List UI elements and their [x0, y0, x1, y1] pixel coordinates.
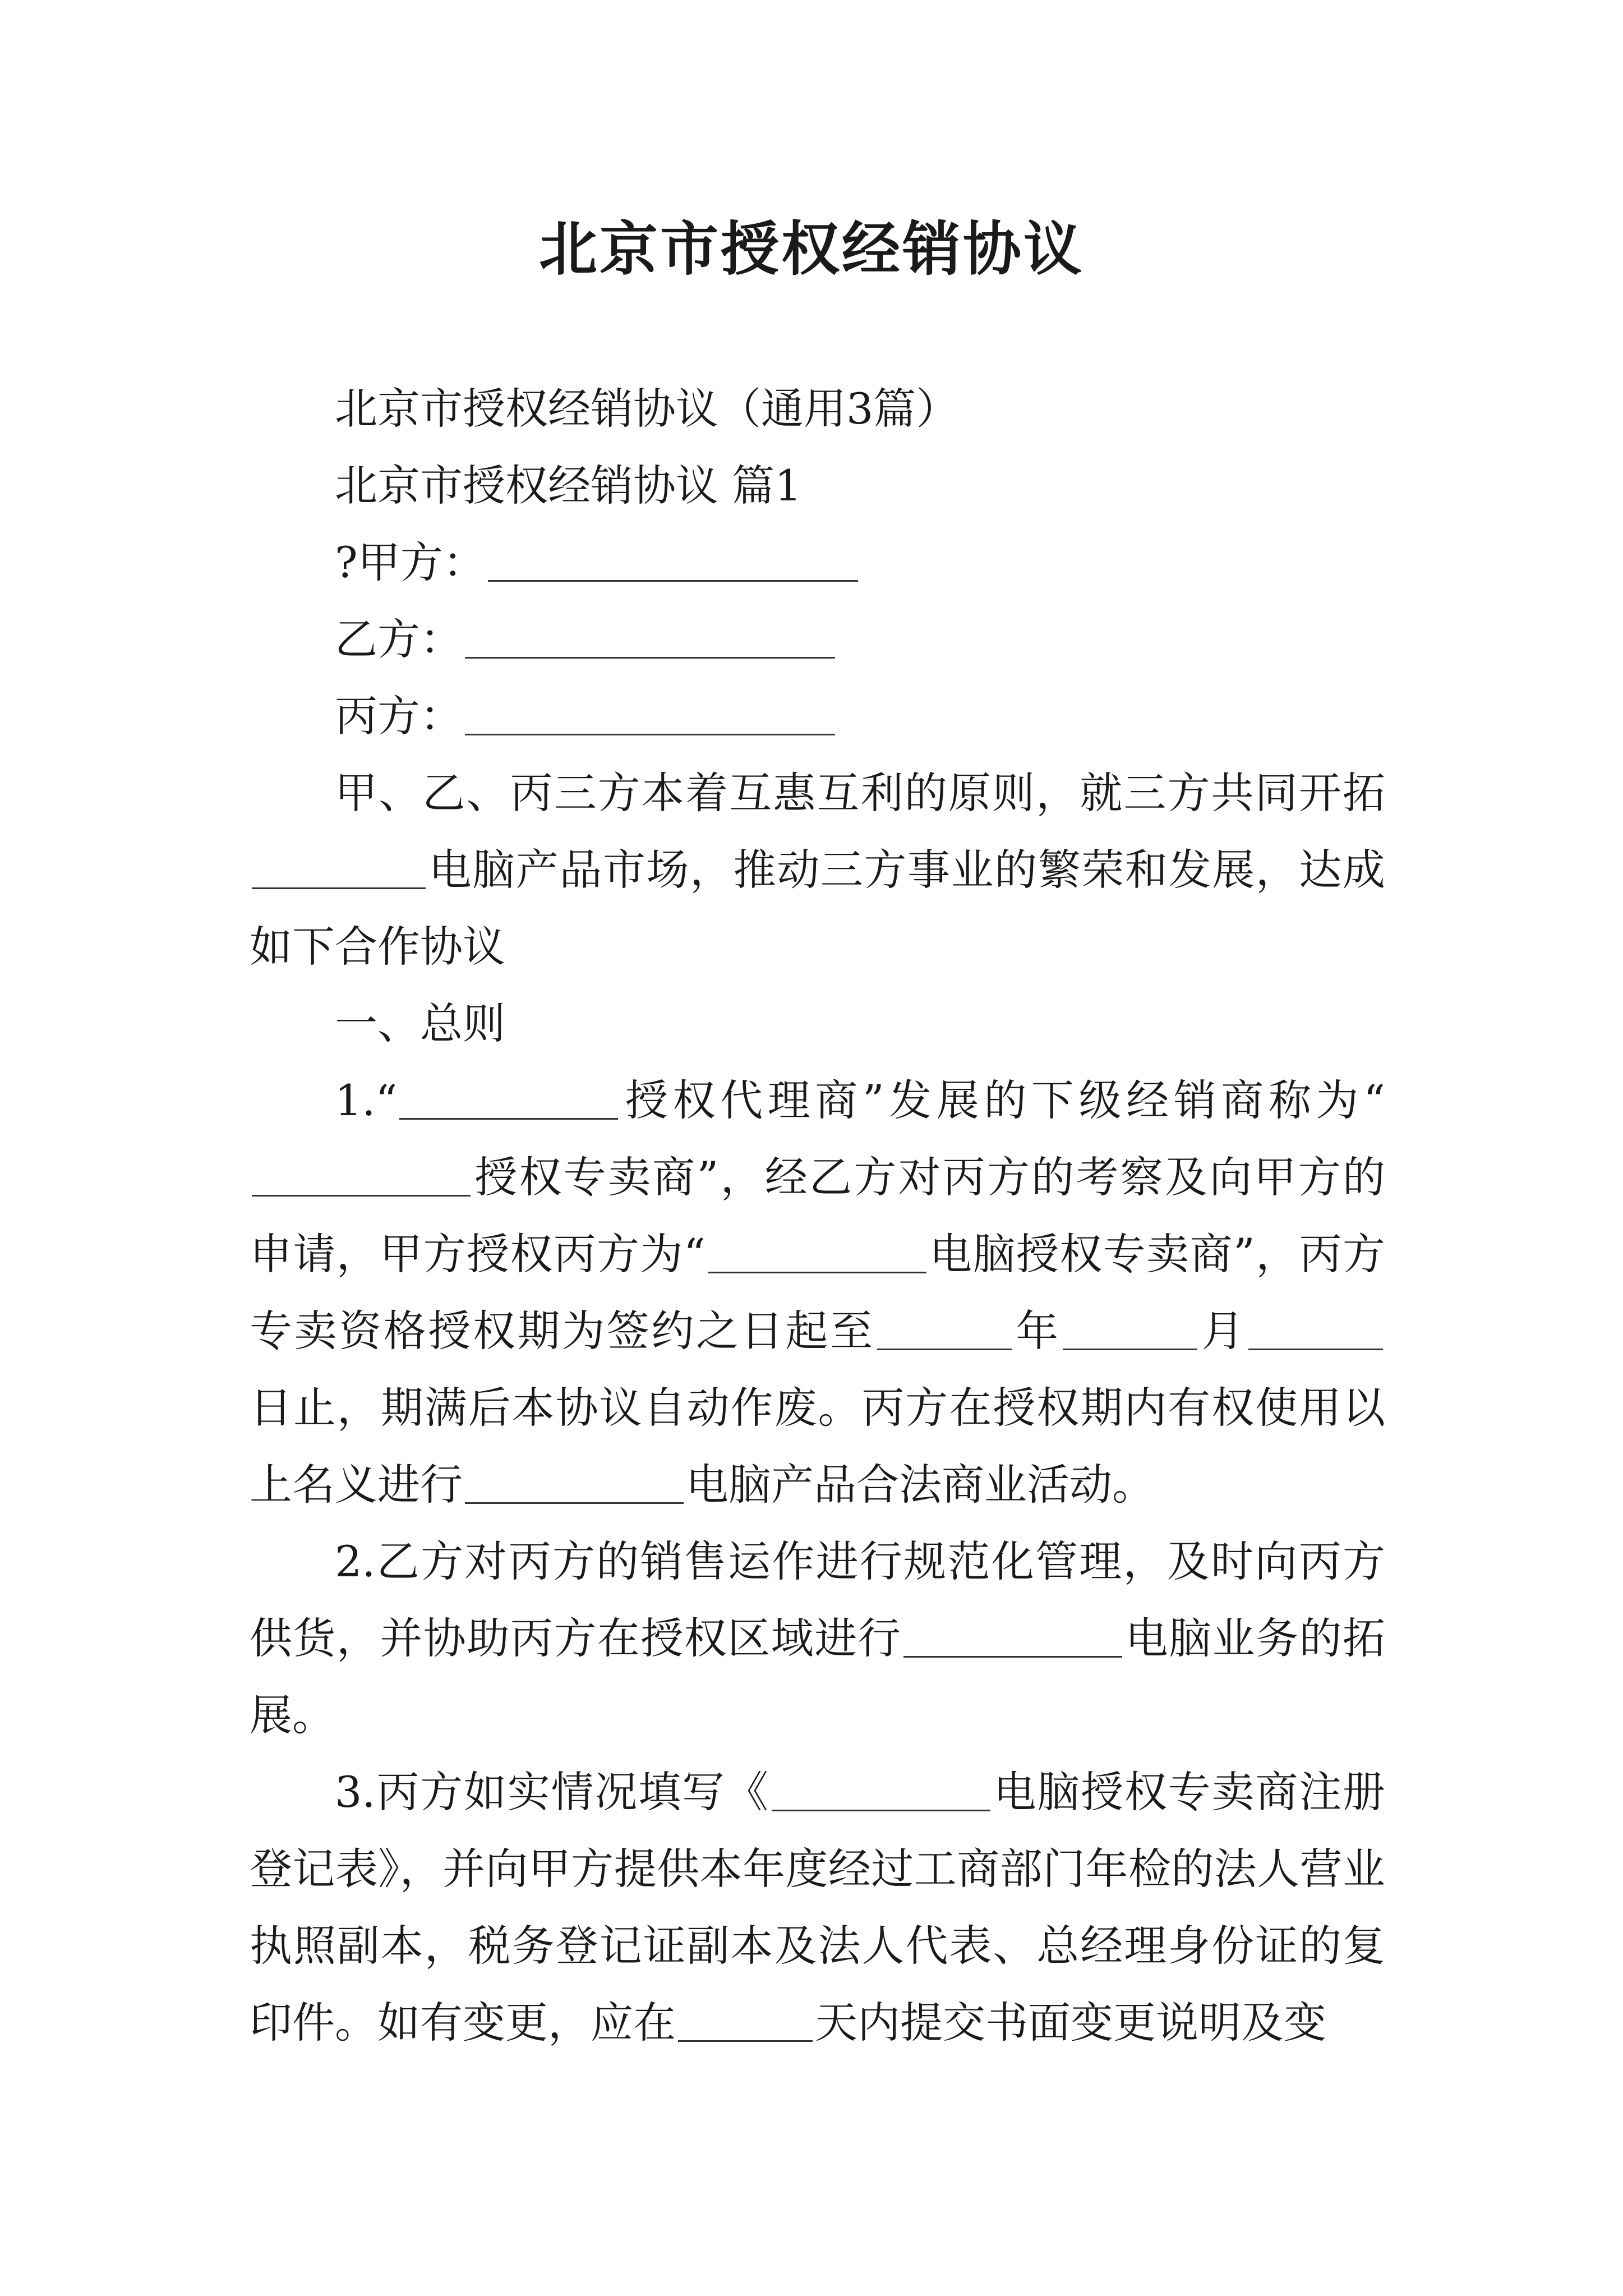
party-c-blank: [465, 694, 835, 735]
item3-paragraph: [250, 1754, 1385, 2061]
section-heading: [250, 447, 1385, 524]
item1-text-1: 1.“: [335, 1075, 398, 1125]
item1-blank-3: [708, 1232, 926, 1273]
item1-text-5: 年: [1013, 1306, 1061, 1356]
item2-text-2: 电脑业务的拓展。: [250, 1613, 1386, 1740]
item3-blank-2: [678, 2001, 813, 2042]
subtitle-line: [250, 370, 1385, 447]
item3-blank-1: [772, 1770, 990, 1811]
party-c-label: 丙方：: [335, 691, 463, 741]
item3-text-2: 电脑授权专卖商注册登记表》，并向甲方提供本年度经过工商部门年检的法人营业执照副本，税务登记证副本及法人代表、总经理身份证的复印件。如有变更，应在: [250, 1767, 1386, 2047]
item1-blank-2: [252, 1156, 471, 1197]
party-a-line: [250, 524, 1385, 601]
item1-blank-day: [1248, 1309, 1383, 1350]
item1-text-6: 月: [1199, 1306, 1247, 1356]
document-title: 北京市授权经销协议: [538, 214, 1084, 283]
item1-blank-year: [877, 1309, 1012, 1350]
item2-paragraph: [250, 1523, 1385, 1754]
item1-paragraph: [250, 1062, 1385, 1523]
chapter1-heading-text: 一、总则: [335, 999, 505, 1048]
intro-paragraph: [250, 754, 1385, 985]
party-b-blank: [465, 618, 835, 659]
item3-text-3: 天内提交书面变更说明及变: [815, 1998, 1326, 2047]
intro-blank: [252, 848, 426, 889]
chapter1-heading: [250, 985, 1385, 1062]
party-c-line: [250, 678, 1385, 754]
party-a-label: ?甲方：: [335, 537, 486, 587]
intro-text-2: 电脑产品市场，推动三方事业的繁荣和发展，达成如下合作协议: [250, 845, 1385, 972]
item1-text-3: 授权专卖商”，经乙方对丙方的考察及向甲方的申请，甲方授权丙方为“: [250, 1152, 1385, 1279]
item1-blank-4: [465, 1463, 684, 1504]
item1-text-4: 电脑授权专卖商”，丙方专卖资格授权期为签约之日起至: [250, 1229, 1385, 1356]
item1-text-8: 电脑产品合法商业活动。: [686, 1460, 1155, 1510]
section-heading-text: 北京市授权经销协议 篇1: [335, 461, 802, 510]
party-b-line: [250, 601, 1385, 678]
item1-blank-1: [399, 1079, 618, 1120]
item2-blank: [903, 1617, 1122, 1658]
item1-blank-month: [1063, 1309, 1197, 1350]
subtitle-text: 北京市授权经销协议（通用3篇）: [335, 384, 959, 434]
party-a-blank: [488, 541, 858, 582]
item2-text-1: 2.乙方对丙方的销售运作进行规范化管理，及时向丙方供货，并协助丙方在授权区域进行: [250, 1536, 1385, 1663]
document-body: [250, 370, 1385, 2061]
intro-text-1: 甲、乙、丙三方本着互惠互利的原则，就三方共同开拓: [335, 768, 1385, 818]
item3-text-1: 3.丙方如实情况填写《: [335, 1767, 769, 1817]
item1-text-7: 日止，期满后本协议自动作废。丙方在授权期内有权使用以上名义进行: [250, 1383, 1385, 1510]
party-b-label: 乙方：: [335, 614, 463, 664]
item1-text-2: 授权代理商”发展的下级经销商称为“: [620, 1075, 1385, 1125]
